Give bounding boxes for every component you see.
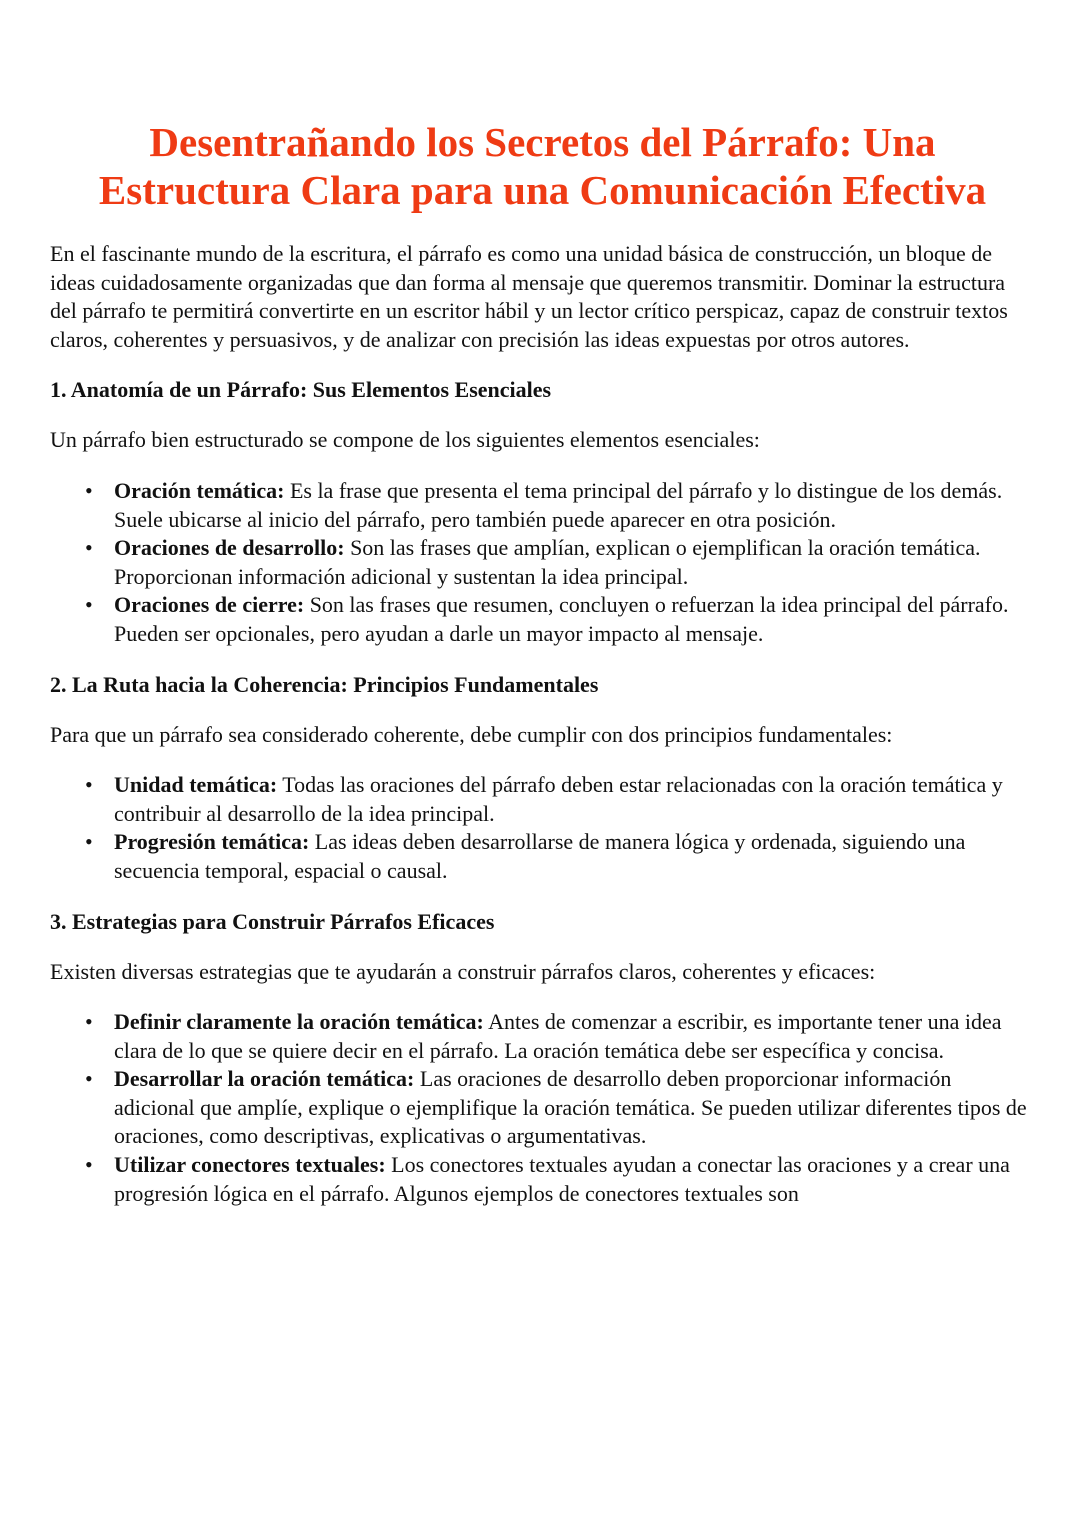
item-text: Antes de comenzar a escribir, es importante tener una idea clara de lo que se quiere decir en el párrafo. La oración temática debe ser específica y concisa. [114,1009,1002,1063]
section-lead: Existen diversas estrategias que te ayudarán a construir párrafos claros, coherentes y eficaces: [50,958,876,984]
item-term: Oración temática: [114,477,285,503]
list-item [114,534,1035,591]
item-term: Progresión temática: [114,829,310,855]
bullet-list [50,771,1035,885]
section-lead: Un párrafo bien estructurado se compone de los siguientes elementos esenciales: [50,427,760,453]
item-text: Son las frases que amplían, explican o ejemplifican la oración temática. Proporcionan información adicional y sustentan la idea principal. [114,535,981,589]
item-text: Los conectores textuales ayudan a conectar las oraciones y a crear una progresión lógica en el párrafo. Algunos ejemplos de conectores textuales son [114,1152,1010,1206]
item-text: Las oraciones de desarrollo deben proporcionar información adicional que amplíe, explique o ejemplifique la oración temática. Se pueden utilizar diferentes tipos de oraciones, como descriptivas, explicativas o argumentativas. [114,1066,1027,1149]
section-heading: 3. Estrategias para Construir Párrafos Eficaces [50,908,495,934]
list-item [114,771,1035,828]
bullet-list [50,1008,1035,1208]
item-text: Todas las oraciones del párrafo deben estar relacionadas con la oración temática y contribuir al desarrollo de la idea principal. [114,772,1003,826]
bullet-list [50,477,1035,649]
section-heading: 2. La Ruta hacia la Coherencia: Principios Fundamentales [50,671,599,697]
list-item [114,1008,1035,1065]
item-term: Oraciones de desarrollo: [114,535,345,561]
section-heading: 1. Anatomía de un Párrafo: Sus Elementos Esenciales [50,377,552,403]
intro-paragraph: En el fascinante mundo de la escritura, el párrafo es como una unidad básica de construcción, un bloque de ideas cuidadosamente organizadas que dan forma al mensaje que queremos transmitir. Dominar la estructura del párrafo te permitirá convertirte en un escritor hábil y un lector crítico perspicaz, capaz de construir textos claros, coherentes y persuasivos, y de analizar con precisión las ideas expuestas por otros autores. [50,241,1008,352]
list-item [114,828,1035,885]
section-lead: Para que un párrafo sea considerado coherente, debe cumplir con dos principios fundamentales: [50,721,893,747]
section-anatomy [50,376,1035,648]
item-term: Oraciones de cierre: [114,592,305,618]
item-term: Utilizar conectores textuales: [114,1152,386,1178]
list-item [114,591,1035,648]
list-item [114,1065,1035,1151]
document-page [50,118,1035,1208]
item-text: Es la frase que presenta el tema principal del párrafo y lo distingue de los demás. Suele ubicarse al inicio del párrafo, pero también puede aparecer en otra posición. [114,477,1003,532]
item-term: Definir claramente la oración temática: [114,1009,484,1035]
document-title: Desentrañando los Secretos del Párrafo: Una Estructura Clara para una Comunicación Efectiva [98,119,987,213]
item-term: Unidad temática: [114,772,278,798]
list-item [114,1151,1035,1208]
item-term: Desarrollar la oración temática: [114,1066,415,1092]
item-text: Las ideas deben desarrollarse de manera lógica y ordenada, siguiendo una secuencia temporal, espacial o causal. [114,829,966,883]
list-item [114,477,1035,534]
item-text: Son las frases que resumen, concluyen o refuerzan la idea principal del párrafo. Pueden ser opcionales, pero ayudan a darle un mayor impacto al mensaje. [114,592,1009,646]
section-strategies [50,908,1035,1209]
section-coherence [50,671,1035,886]
